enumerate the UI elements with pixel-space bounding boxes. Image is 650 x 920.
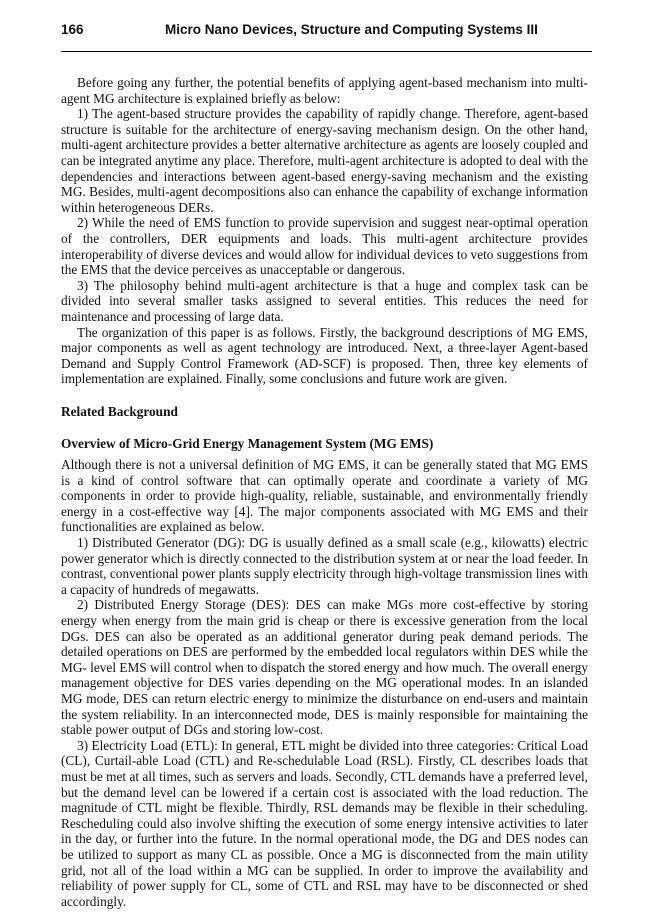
page-body [61, 75, 588, 909]
mg-ems-definition-paragraph: Although there is not a universal definition of MG EMS, it can be generally stated that MG EMS is a kind of control software that can optimally operate and coordinate a variety of MG components in order to provide high-quality, reliable, sustainable, and environmentally friendly energy in a cost-effective way [4]. The major components associated with MG EMS and their functionalities are explained as below. [61, 457, 588, 535]
benefit-2-paragraph: 2) While the need of EMS function to provide supervision and suggest near-optimal operation of the controllers, DER equipments and loads. This multi-agent architecture provides interoperability of diverse devices and would allow for individual devices to veto suggestions from the EMS that the device perceives as unacceptable or dangerous. [61, 215, 588, 278]
subsection-heading: Overview of Micro-Grid Energy Management System (MG EMS) [61, 436, 434, 452]
page-number: 166 [61, 22, 84, 37]
benefit-3-paragraph: 3) The philosophy behind multi-agent architecture is that a huge and complex task can be divided into several smaller tasks assigned to several entities. This reduces the need for maintenance and processing of large data. [61, 277, 588, 324]
organization-paragraph: The organization of this paper is as follows. Firstly, the background descriptions of MG EMS, major components as well as agent technology are introduced. Next, a three-layer Agent-based Demand and Supply Control Framework (AD-SCF) is proposed. Then, three key elements of implementation are explained. Finally, some conclusions and future work are given. [61, 324, 588, 387]
header-rule [61, 51, 592, 52]
running-header [61, 22, 592, 42]
journal-title: Micro Nano Devices, Structure and Computing Systems III [165, 22, 538, 37]
benefit-1-paragraph: 1) The agent-based structure provides the capability of rapidly change. Therefore, agent-based structure is suitable for the architecture of energy-saving mechanism design. On the other hand, multi-agent architecture provides a better alternative architecture as agents are loosely coupled and can be integrated anytime any place. Therefore, multi-agent architecture is adopted to deal with the dependencies and interactions between agent-based energy-saving mechanism and the existing MG. Besides, multi-agent decompositions also can enhance the capability of exchange information within heterogeneous DERs. [61, 106, 588, 215]
intro-paragraph: Before going any further, the potential benefits of applying agent-based mechanism into multi-agent MG architecture is explained briefly as below: [61, 75, 588, 106]
des-paragraph: 2) Distributed Energy Storage (DES): DES can make MGs more cost-effective by storing energy when energy from the main grid is cheap or there is excessive generation from the local DGs. DES can also be operated as an additional generator during peak demand periods. The detailed operations on DES are performed by the embedded local regulators within DES while the MG- level EMS will control when to dispatch the stored energy and how much. The overall energy management objective for DES varies depending on the MG operational modes. In an islanded MG mode, DES can return electric energy to minimize the disturbance on end-users and maintain the system reliability. In an interconnected mode, DES is mainly responsible for maintaining the stable power output of DGs and storing low-cost. [61, 597, 588, 738]
etl-paragraph: 3) Electricity Load (ETL): In general, ETL might be divided into three categories: Critical Load (CL), Curtail-able Load (CTL) and Re-schedulable Load (RSL). Firstly, CL describes loads that must be met at all times, such as servers and loads. Secondly, CTL demands have a preferred level, but the demand level can be lowered if a certain cost is associated with the load reduction. The magnitude of CTL might be flexible. Thirdly, RSL demands may be flexible in their scheduling. Rescheduling could also involve shifting the execution of some energy intensive activities to later in the day, or further into the future. In the normal operational mode, the DG and DES nodes can be utilized to support as many CL as possible. Once a MG is disconnected from the main utility grid, not all of the load within a MG can be supplied. In order to improve the availability and reliability of power supply for CL, some of CTL and RSL may have to be disconnected or shed accordingly. [61, 737, 588, 909]
dg-paragraph: 1) Distributed Generator (DG): DG is usually defined as a small scale (e.g., kilowatts) electric power generator which is directly connected to the distribution system at or near the load feeder. In contrast, conventional power plants supply electricity through high-voltage transmission lines with a capacity of hundreds of megawatts. [61, 535, 588, 597]
section-heading: Related Background [61, 403, 178, 419]
